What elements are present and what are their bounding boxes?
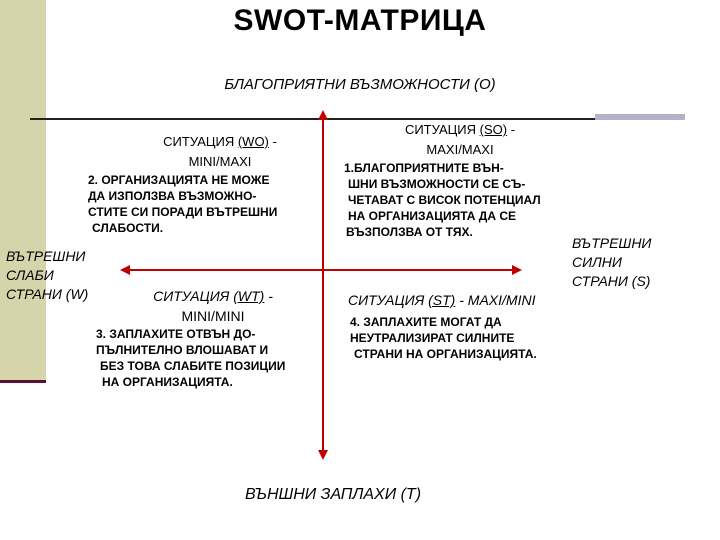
quadrant-st-text: 4. ЗАПЛАХИТЕ МОГАТ ДА НЕУТРАЛИЗИРАТ СИЛНИТЕ СТРАНИ НА ОРГАНИЗАЦИЯТА. <box>350 315 537 361</box>
quadrant-st-heading: СИТУАЦИЯ (ST) - MAXI/MINI <box>348 292 536 308</box>
axis-label-weaknesses: ВЪТРЕШНИ СЛАБИ СТРАНИ (W) <box>6 248 89 302</box>
quadrant-so-text: 1.БЛАГОПРИЯТНИТЕ ВЪН- ШНИ ВЪЗМОЖНОСТИ СЕ СЪ- ЧЕТАВАТ С ВИСОК ПОТЕНЦИАЛ НА ОРГАНИЗАЦИЯТА ДА СЕ ВЪЗПОЛЗВА ОТ ТЯХ. <box>344 161 541 239</box>
page-title: SWOT-МАТРИЦА <box>233 4 487 37</box>
quadrant-so-heading: СИТУАЦИЯ (SO) - MAXI/MAXI <box>404 122 516 157</box>
axis-label-strengths: ВЪТРЕШНИ СИЛНИ СТРАНИ (S) <box>572 235 652 289</box>
quadrant-wo-text: 2. ОРГАНИЗАЦИЯТА НЕ МОЖЕ ДА ИЗПОЛЗВА ВЪЗМОЖНО- СТИТЕ СИ ПОРАДИ ВЪТРЕШНИ СЛАБОСТИ. <box>88 173 278 235</box>
quadrant-wt-text: 3. ЗАПЛАХИТЕ ОТВЪН ДО- ПЪЛНИТЕЛНО ВЛОШАВАТ И БЕЗ ТОВА СЛАБИТЕ ПОЗИЦИИ НА ОРГАНИЗАЦИЯТА. <box>96 327 286 389</box>
quadrant-wt-heading: СИТУАЦИЯ (WT) - MINI/MINI <box>153 288 273 324</box>
quadrant-wo-heading: СИТУАЦИЯ (WO) - MINI/MAXI <box>163 134 277 169</box>
axis-label-threats: ВЪНШНИ ЗАПЛАХИ (Т) <box>245 486 422 503</box>
axis-label-opportunities: БЛАГОПРИЯТНИ ВЪЗМОЖНОСТИ (О) <box>224 76 496 93</box>
